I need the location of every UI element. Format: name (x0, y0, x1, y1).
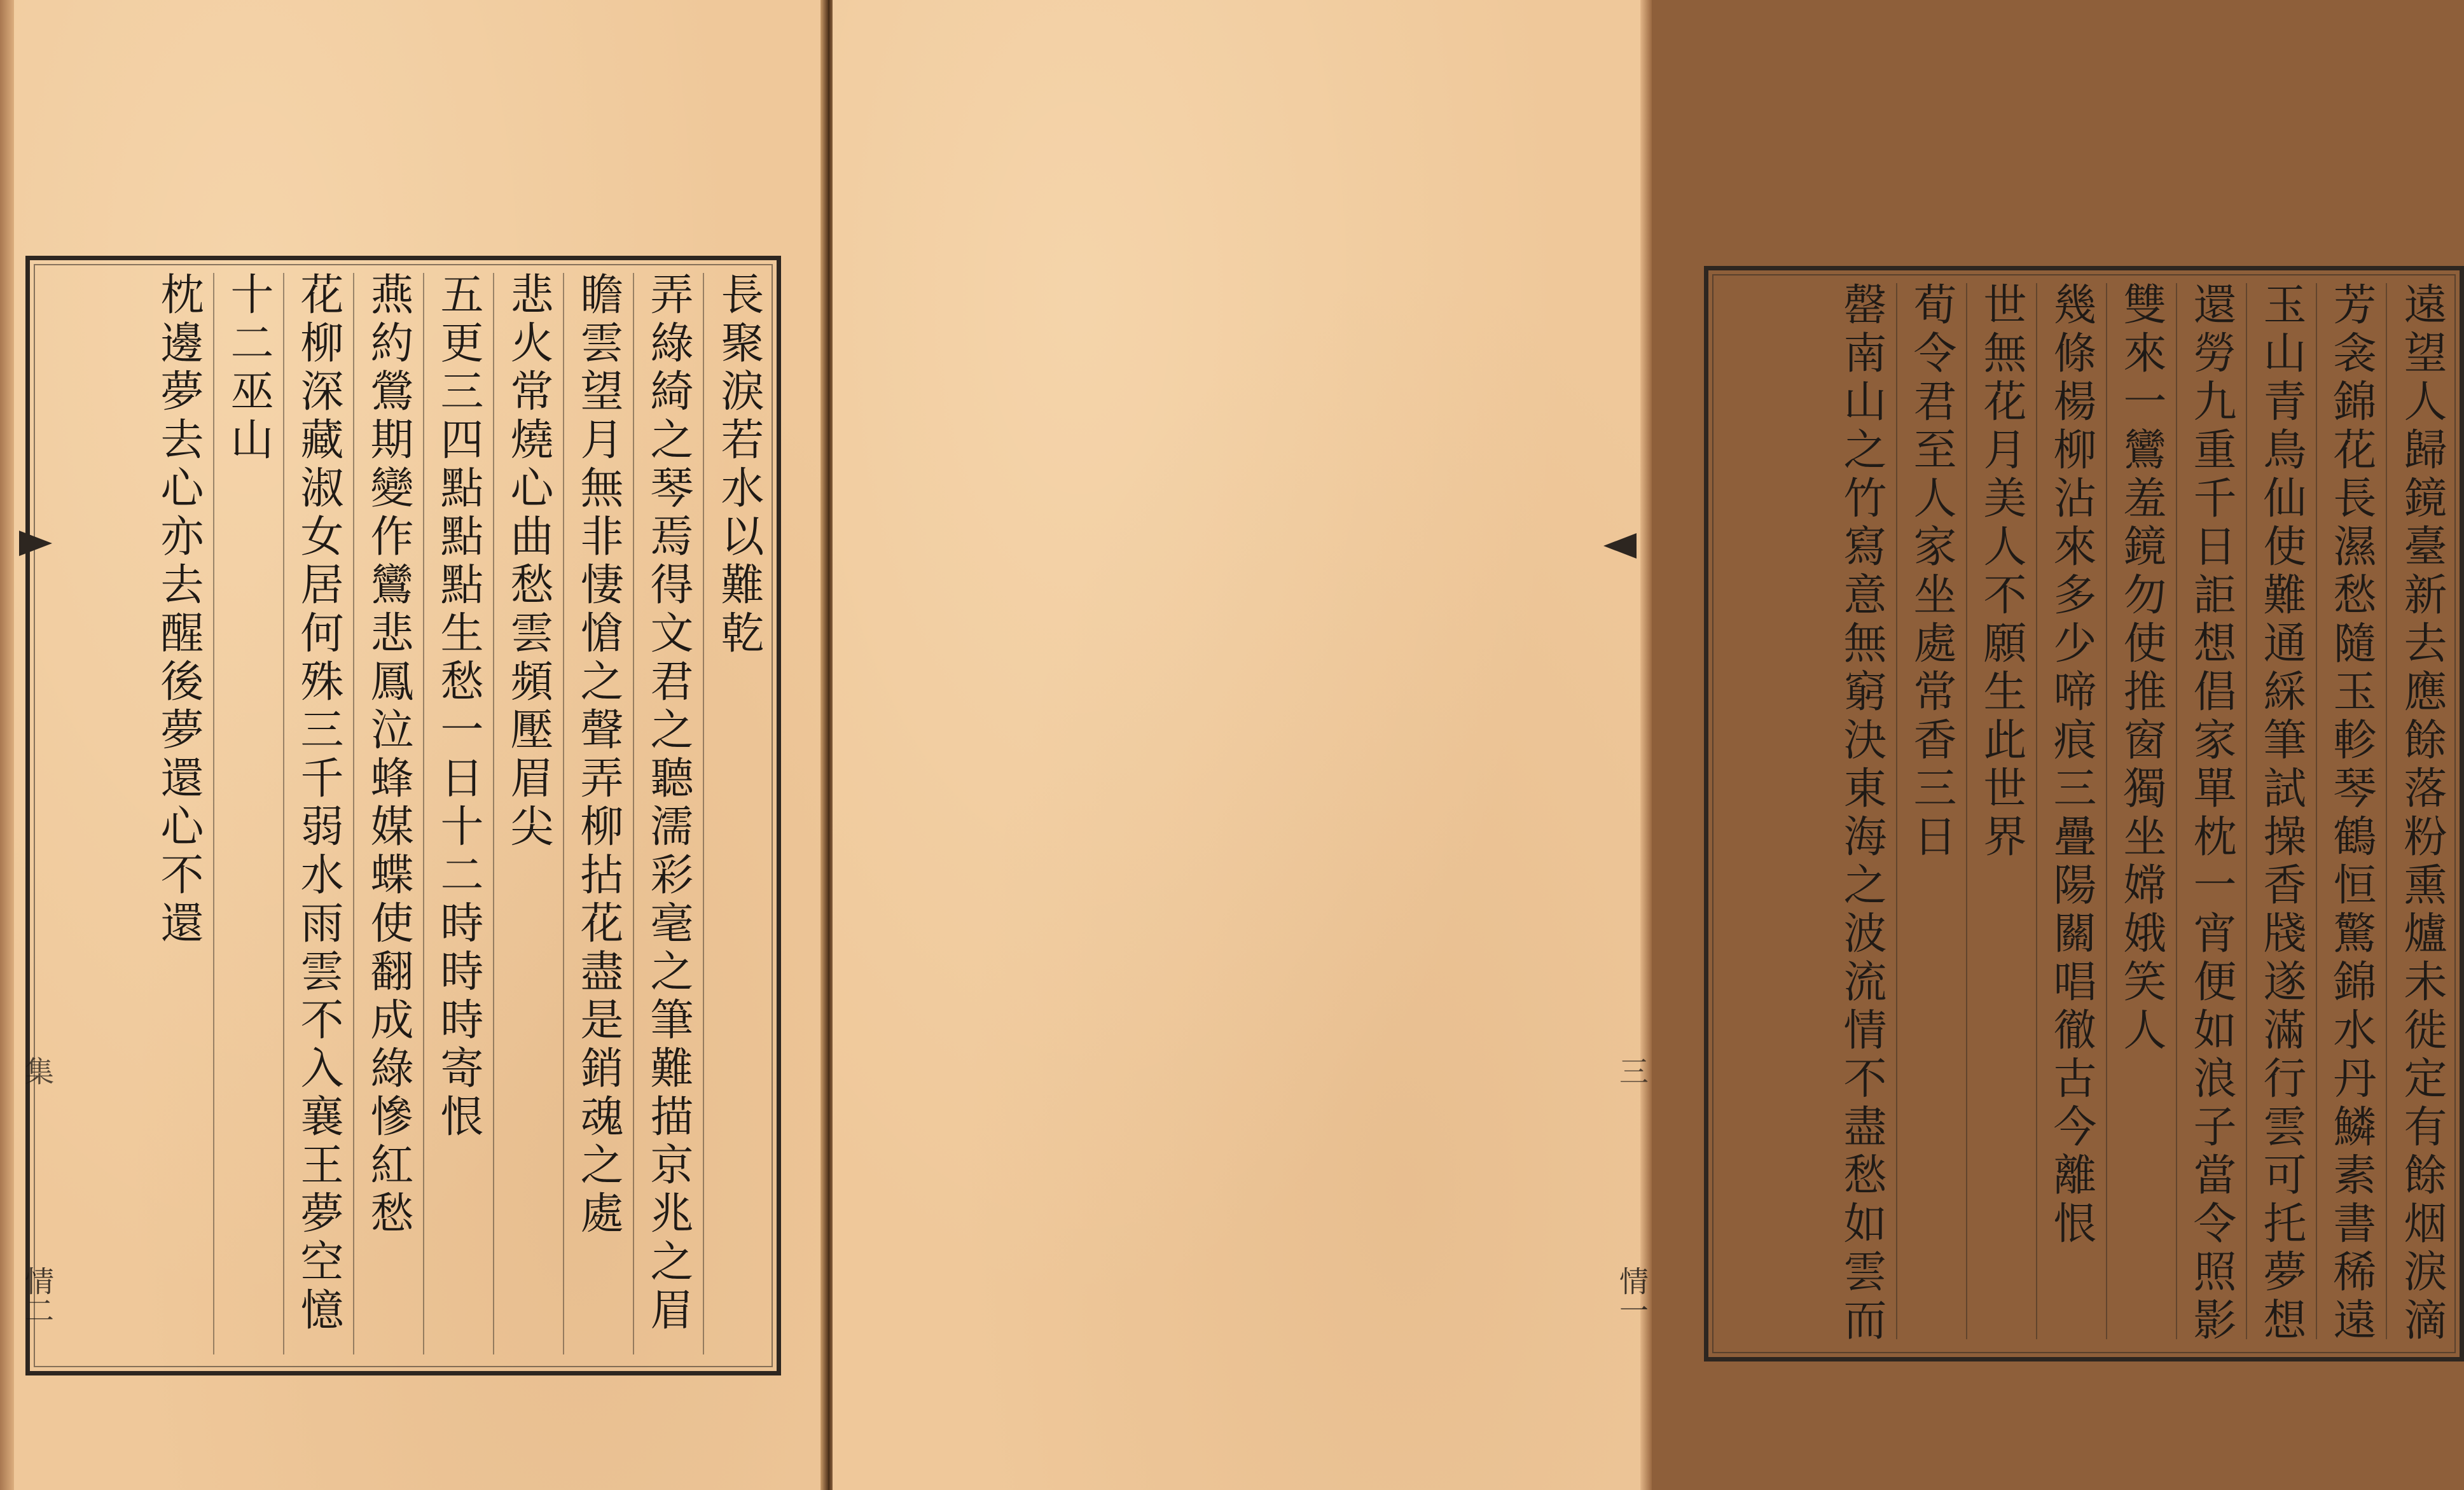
page-number: 情一 (1615, 1266, 1649, 1325)
column-rule (1896, 283, 1897, 1339)
left-column-4: 悲火常燒心曲愁雲頻壓眉尖 (503, 272, 553, 852)
left-column-8: 十二巫山 (223, 272, 273, 465)
column-rule (2316, 283, 2317, 1339)
column-rule (283, 273, 284, 1354)
margin-title: 三 (1615, 1056, 1649, 1085)
right-column-5: 雙來一鸞羞鏡勿使推窗獨坐嫦娥笑人 (2116, 282, 2166, 1055)
column-rule (353, 273, 354, 1354)
column-rule (213, 273, 214, 1354)
right-column-1: 遠望人歸鏡臺新去應餘落粉熏爐未徙定有餘烟淚滴 (2397, 282, 2447, 1346)
left-column-9: 枕邊夢去心亦去醒後夢還心不還 (153, 272, 204, 949)
column-rule (2386, 283, 2387, 1339)
left-text-frame (25, 256, 781, 1375)
right-column-7: 世無花月美人不願生此世界 (1976, 282, 2026, 862)
left-column-3: 瞻雲望月無非悽愴之聲弄柳拈花盡是銷魂之處 (573, 272, 623, 1239)
fishtail-mark (1603, 533, 1637, 559)
column-rule (423, 273, 424, 1354)
left-column-6: 燕約鶯期變作鸞悲鳳泣蜂媒蝶使翻成綠慘紅愁 (363, 272, 413, 1239)
right-column-9: 罄南山之竹寫意無窮決東海之波流情不盡愁如雲而 (1836, 282, 1886, 1346)
left-column-7: 花柳深藏淑女居何殊三千弱水雨雲不入襄王夢空憶 (293, 272, 343, 1335)
right-column-2: 芳衾錦花長濕愁隨玉軫琴鶴恒驚錦水丹鱗素書稀遠 (2326, 282, 2376, 1346)
right-column-8: 荀令君至人家坐處常香三日 (1906, 282, 1956, 862)
right-page (833, 0, 2447, 1490)
column-rule (493, 273, 494, 1354)
right-text-frame (1704, 266, 2464, 1361)
left-column-5: 五更三四點點點生愁一日十二時時時寄恨 (433, 272, 483, 1142)
right-column-4: 還勞九重千日詎想倡家單枕一宵便如浪子當令照影 (2186, 282, 2236, 1346)
column-rule (1966, 283, 1967, 1339)
column-rule (2176, 283, 2177, 1339)
column-rule (703, 273, 704, 1354)
column-rule (633, 273, 634, 1354)
column-rule (2246, 283, 2247, 1339)
left-page (0, 0, 826, 1490)
margin-title: 集 (20, 1056, 55, 1085)
page-number: 情二 (20, 1266, 55, 1325)
right-column-6: 幾條楊柳沾來多少啼痕三疊陽關唱徹古今離恨 (2046, 282, 2096, 1249)
column-rule (2106, 283, 2107, 1339)
column-rule (563, 273, 564, 1354)
left-column-1: 長聚淚若水以難乾 (714, 272, 764, 658)
right-column-3: 玉山青鳥仙使難通綵筆試操香牋遂滿行雲可托夢想 (2256, 282, 2306, 1346)
left-page-edge (0, 0, 14, 1490)
left-column-2: 弄綠綺之琴焉得文君之聽濡彩毫之筆難描京兆之眉 (643, 272, 693, 1335)
column-rule (2036, 283, 2037, 1339)
